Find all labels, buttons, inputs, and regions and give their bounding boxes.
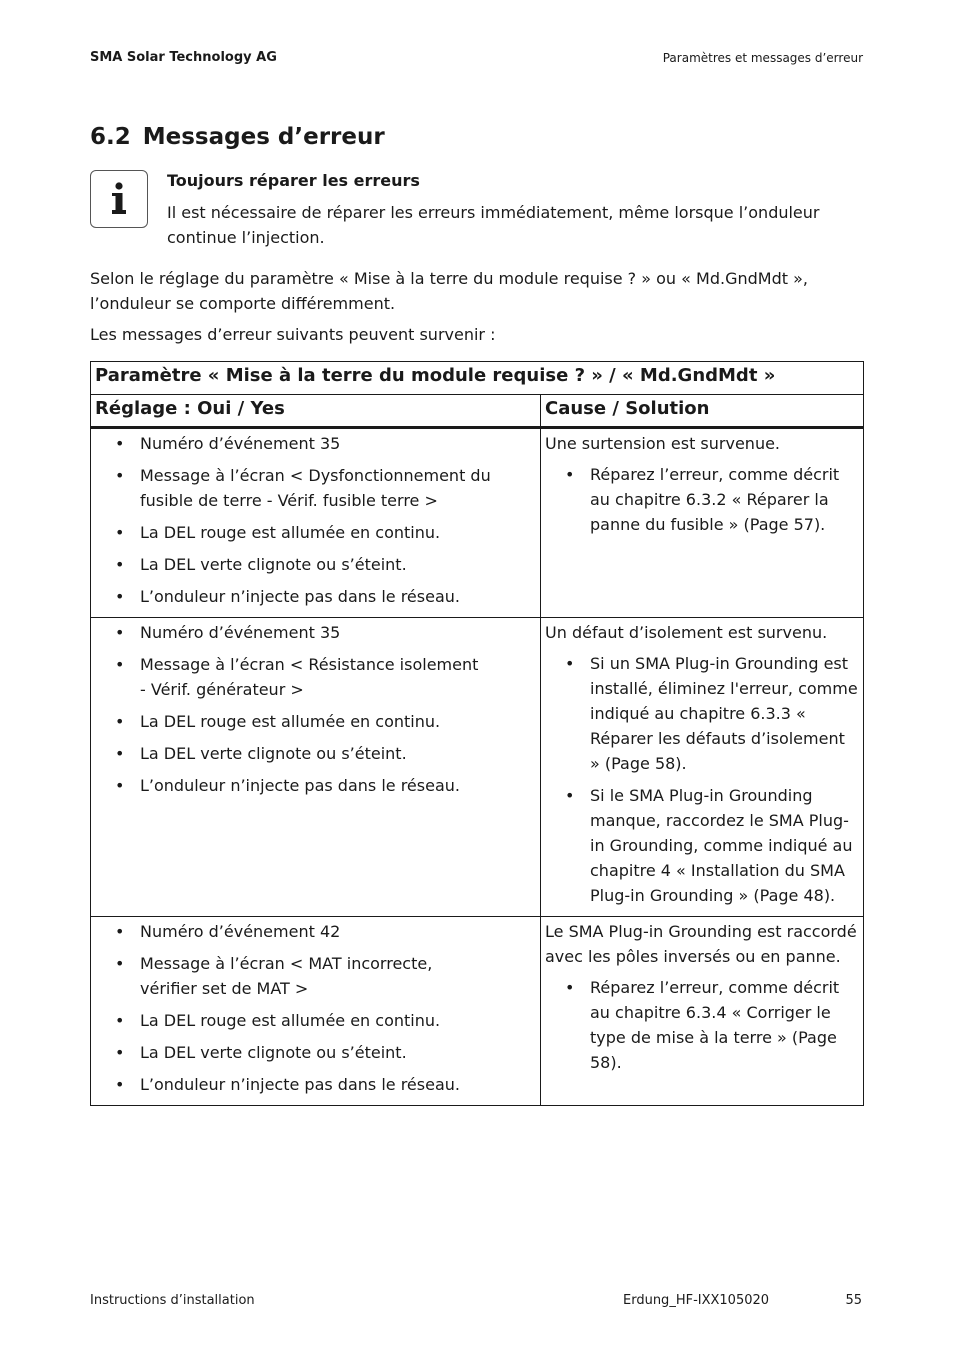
cause-text: Un défaut d’isolement est survenu. [545, 623, 828, 642]
table-row [91, 618, 864, 917]
cause-cell [541, 917, 864, 1106]
paragraph-lead: Les messages d’erreur suivants peuvent survenir : [90, 325, 496, 344]
header-section: Paramètres et messages d’erreur [662, 51, 863, 65]
list-item: • Message à l’écran < MAT incorrecte, vérifier set de MAT > [95, 951, 536, 1001]
notice [167, 170, 867, 250]
list-item: • L’onduleur n’injecte pas dans le réseau. [95, 584, 536, 609]
solution-list [545, 975, 859, 1075]
list-item: • La DEL rouge est allumée en continu. [95, 1008, 536, 1033]
column-header-setting: Réglage : Oui / Yes [91, 395, 541, 428]
solution-list [545, 462, 859, 537]
list-item: • La DEL verte clignote ou s’éteint. [95, 741, 536, 766]
symptom-list [95, 431, 536, 609]
cause-cell [541, 428, 864, 618]
table-row [91, 917, 864, 1106]
list-item: • Réparez l’erreur, comme décrit au chapitre 6.3.2 « Réparer la panne du fusible » (Page 57). [545, 462, 859, 537]
section-number: 6.2 [90, 124, 131, 150]
symptom-list [95, 919, 536, 1097]
list-item: • La DEL verte clignote ou s’éteint. [95, 1040, 536, 1065]
list-item: • L’onduleur n’injecte pas dans le réseau. [95, 1072, 536, 1097]
list-item: • Numéro d’événement 35 [95, 620, 536, 645]
list-item: • Numéro d’événement 42 [95, 919, 536, 944]
notice-body: Il est nécessaire de réparer les erreurs immédiatement, même lorsque l’onduleur continue l’injection. [167, 203, 820, 247]
list-item: • La DEL verte clignote ou s’éteint. [95, 552, 536, 577]
list-item: • La DEL rouge est allumée en continu. [95, 709, 536, 734]
page-title [90, 124, 385, 150]
symptoms-cell [91, 917, 541, 1106]
cause-text: Le SMA Plug-in Grounding est raccordé avec les pôles inversés ou en panne. [545, 922, 857, 966]
cause-text: Une surtension est survenue. [545, 434, 781, 453]
column-header-cause: Cause / Solution [541, 395, 864, 428]
list-item: • La DEL rouge est allumée en continu. [95, 520, 536, 545]
symptoms-cell [91, 428, 541, 618]
list-item: • Réparez l’erreur, comme décrit au chapitre 6.3.4 « Corriger le type de mise à la terre » (Page 58). [545, 975, 859, 1075]
param-header: Paramètre « Mise à la terre du module requise ? » / « Md.GndMdt » [91, 362, 864, 395]
symptom-list [95, 620, 536, 798]
paragraph-intro: Selon le réglage du paramètre « Mise à la terre du module requise ? » ou « Md.GndMdt », l’onduleur se comporte différemment. [90, 269, 808, 313]
section-title: Messages d’erreur [142, 124, 385, 150]
footer-doc-code: Erdung_HF-IXX105020 [623, 1293, 770, 1308]
symptoms-cell [91, 618, 541, 917]
table-row [91, 428, 864, 618]
list-item: • Si le SMA Plug-in Grounding manque, raccordez le SMA Plug-in Grounding, comme indiqué au chapitre 4 « Installation du SMA Plug-in Grounding » (Page 48). [545, 783, 859, 908]
list-item: • L’onduleur n’injecte pas dans le réseau. [95, 773, 536, 798]
info-icon [90, 170, 148, 228]
cause-cell [541, 618, 864, 917]
footer-doc-type: Instructions d’installation [90, 1293, 255, 1308]
page-number: 55 [845, 1293, 862, 1308]
error-table [90, 361, 864, 1106]
notice-title: Toujours réparer les erreurs [167, 171, 420, 190]
list-item: • Message à l’écran < Résistance isolement - Vérif. générateur > [95, 652, 536, 702]
list-item: • Message à l’écran < Dysfonctionnement du fusible de terre - Vérif. fusible terre > [95, 463, 536, 513]
list-item: • Numéro d’événement 35 [95, 431, 536, 456]
header-company: SMA Solar Technology AG [90, 50, 277, 65]
solution-list [545, 651, 859, 908]
list-item: • Si un SMA Plug-in Grounding est installé, éliminez l'erreur, comme indiqué au chapitre 6.3.3 « Réparer les défauts d’isolement » (Page 58). [545, 651, 859, 776]
